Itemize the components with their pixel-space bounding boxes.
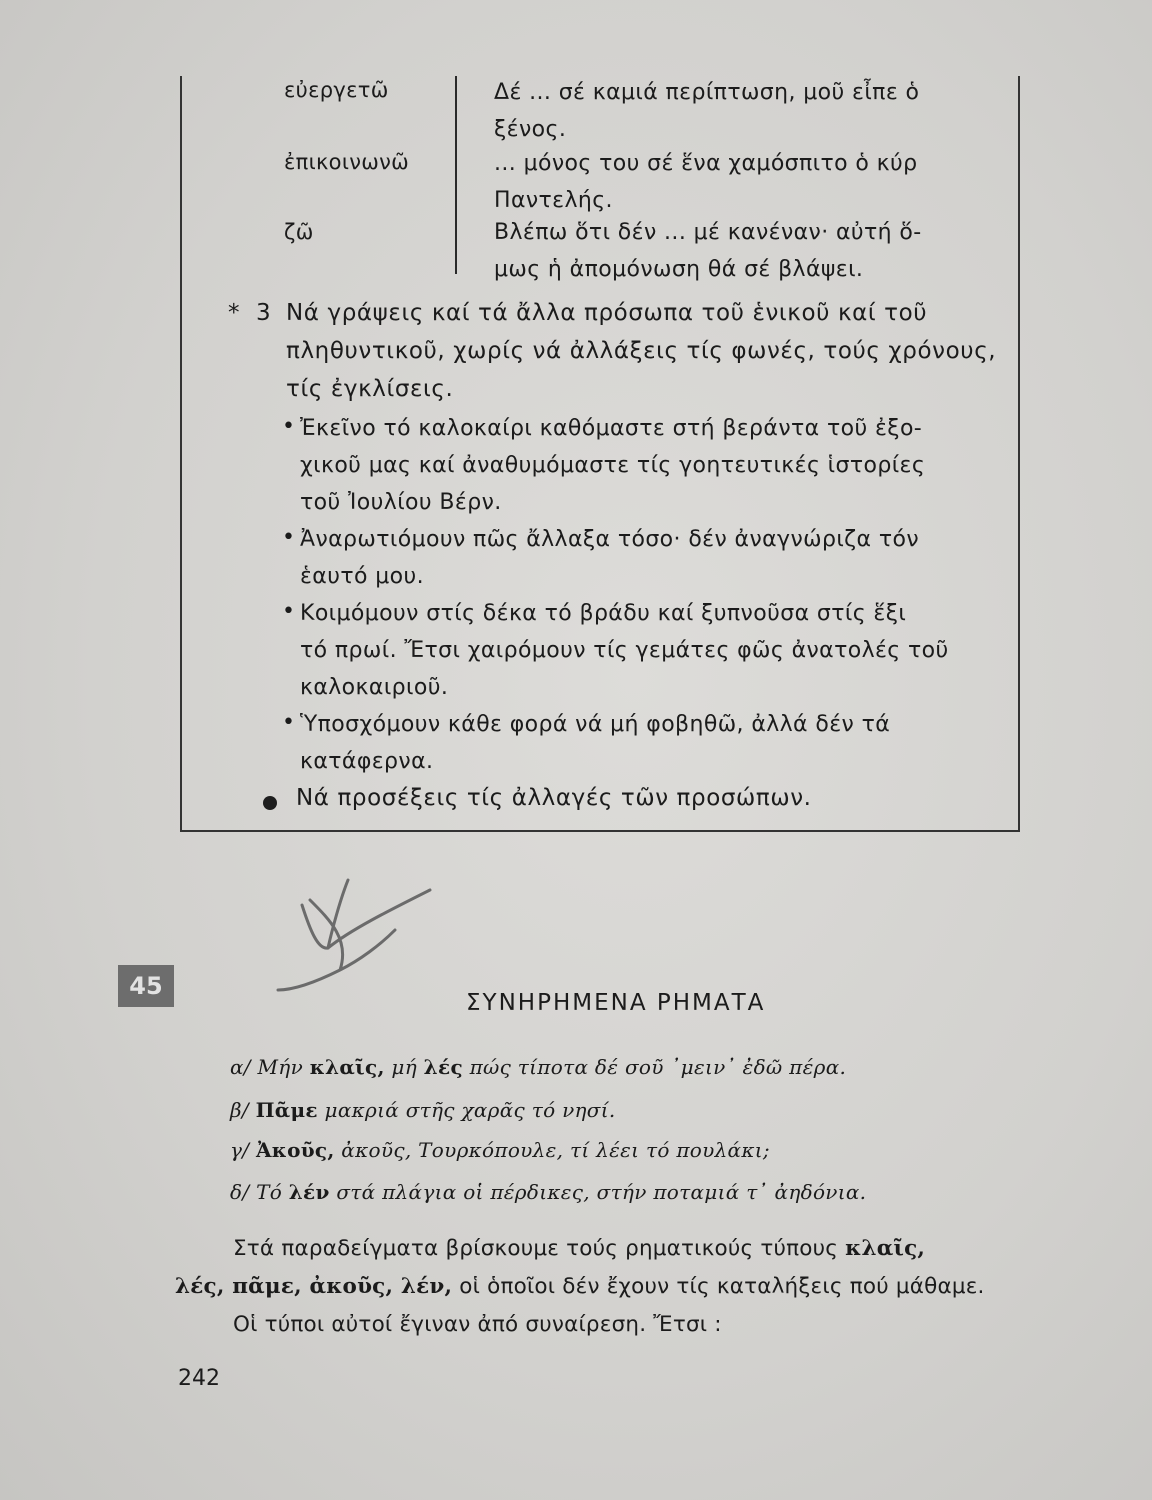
bullet-line: Ἀναρωτιόμουν πῶς ἄλλαξα τόσο· δέν ἀναγνώριζα τόν (300, 527, 920, 552)
paragraph-text: οἱ ὁποῖοι δέν ἔχουν τίς καταλήξεις πού μάθαμε. (452, 1274, 985, 1299)
example-bold-word: Πᾶμε (255, 1098, 318, 1122)
bullet-dot: • (282, 599, 295, 624)
example-segment: μή (384, 1055, 424, 1079)
exercise-instruction: πληθυντικοῦ, χωρίς νά ἀλλάξεις τίς φωνές, τούς χρόνους, (286, 338, 997, 364)
example-segment: μακριά στῆς χαρᾶς τό νησί. (317, 1098, 616, 1122)
bullet-dot: • (282, 710, 295, 735)
sentence-line: Παντελής. (494, 188, 613, 213)
example-segment: πώς τίποτα δέ σοῦ ᾽μειν᾽ ἐδῶ πέρα. (462, 1055, 847, 1079)
example-bold-word: λέν (288, 1180, 330, 1204)
bullet-line: Ὑποσχόμουν κάθε φορά νά μή φοβηθῶ, ἀλλά δέν τά (300, 712, 891, 737)
bullet-line: τοῦ Ἰουλίου Βέρν. (300, 490, 502, 515)
bullet-line: ἑαυτό μου. (300, 564, 425, 589)
bullet-dot: • (282, 525, 295, 550)
paragraph-bold: λές, πᾶμε, ἀκοῦς, λέν, (175, 1274, 453, 1299)
sentence-line: ... μόνος του σέ ἕνα χαμόσπιτο ὁ κύρ (494, 151, 918, 176)
exercise-instruction: Νά γράψεις καί τά ἄλλα πρόσωπα τοῦ ἑνικοῦ καί τοῦ (286, 300, 928, 326)
example-bold-word: λές (423, 1055, 463, 1079)
example-label: δ/ (230, 1180, 250, 1204)
note-dot-icon (263, 796, 277, 810)
example-segment: Τό (256, 1180, 289, 1204)
section-number-badge: 45 (118, 965, 174, 1007)
section-title: ΣΥΝΗΡΗΜΕΝΑ ΡΗΜΑΤΑ (466, 990, 766, 1016)
example-bold-word: κλαῖς, (309, 1055, 385, 1079)
sentence-line: ξένος. (494, 117, 567, 142)
example-segment: ἀκοῦς, Τουρκόπουλε, τί λέει τό πουλάκι; (334, 1138, 770, 1162)
example-label: β/ (230, 1098, 249, 1122)
table-divider (455, 76, 457, 274)
paragraph-line-1 (233, 1230, 1093, 1268)
exercise-instruction: τίς ἐγκλίσεις. (286, 376, 454, 402)
bullet-dot: • (282, 414, 295, 439)
example-line (230, 1098, 616, 1122)
example-text (256, 1138, 770, 1162)
example-line (230, 1055, 846, 1079)
example-label: γ/ (230, 1138, 250, 1162)
example-segment: στά πλάγια οἱ πέρδικες, στήν ποταμιά τ᾽ ἀηδόνια. (329, 1180, 867, 1204)
verb-cell: εὐεργετῶ (284, 78, 389, 102)
paragraph-bold: κλαῖς, (845, 1236, 926, 1261)
bullet-line: τό πρωί. Ἔτσι χαιρόμουν τίς γεμάτες φῶς ἀνατολές τοῦ (300, 638, 949, 663)
bullet-line: Ἐκεῖνο τό καλοκαίρι καθόμαστε στή βεράντα τοῦ ἐξο- (300, 416, 923, 441)
example-label: α/ (230, 1055, 251, 1079)
bullet-line: καλοκαιριοῦ. (300, 675, 449, 700)
sentence-line: Δέ ... σέ καμιά περίπτωση, μοῦ εἶπε ὁ (494, 80, 920, 105)
bullet-line: χικοῦ μας καί ἀναθυμόμαστε τίς γοητευτικές ἱστορίες (300, 453, 926, 478)
example-line (230, 1180, 866, 1204)
paragraph-text: Στά παραδείγματα βρίσκουμε τούς ρηματικούς τύπους (233, 1236, 846, 1261)
verb-cell: ζῶ (284, 220, 314, 244)
paragraph-line-3: Οἱ τύποι αὐτοί ἔγιναν ἀπό συναίρεση. Ἔτσι : (233, 1312, 722, 1337)
example-text (256, 1098, 616, 1122)
note-text: Νά προσέξεις τίς ἀλλαγές τῶν προσώπων. (296, 785, 812, 811)
sentence-line: μως ἡ ἀπομόνωση θά σέ βλάψει. (494, 257, 864, 282)
example-text (258, 1055, 847, 1079)
page-number: 242 (178, 1366, 220, 1391)
sentence-line: Βλέπω ὅτι δέν ... μέ κανέναν· αὐτή ὅ- (494, 220, 922, 245)
example-text (256, 1180, 866, 1204)
bullet-line: Κοιμόμουν στίς δέκα τό βράδυ καί ξυπνοῦσα στίς ἕξι (300, 601, 907, 626)
verb-cell: ἐπικοινωνῶ (284, 150, 410, 174)
example-segment: Μήν (257, 1055, 310, 1079)
bullet-line: κατάφερνα. (300, 749, 434, 774)
pencil-mark-icon (270, 860, 450, 1010)
paragraph-line-2 (175, 1268, 1035, 1306)
exercise-star: * (228, 300, 241, 326)
example-bold-word: Ἀκοῦς, (255, 1138, 335, 1162)
example-line (230, 1138, 770, 1162)
exercise-number: 3 (256, 300, 272, 326)
